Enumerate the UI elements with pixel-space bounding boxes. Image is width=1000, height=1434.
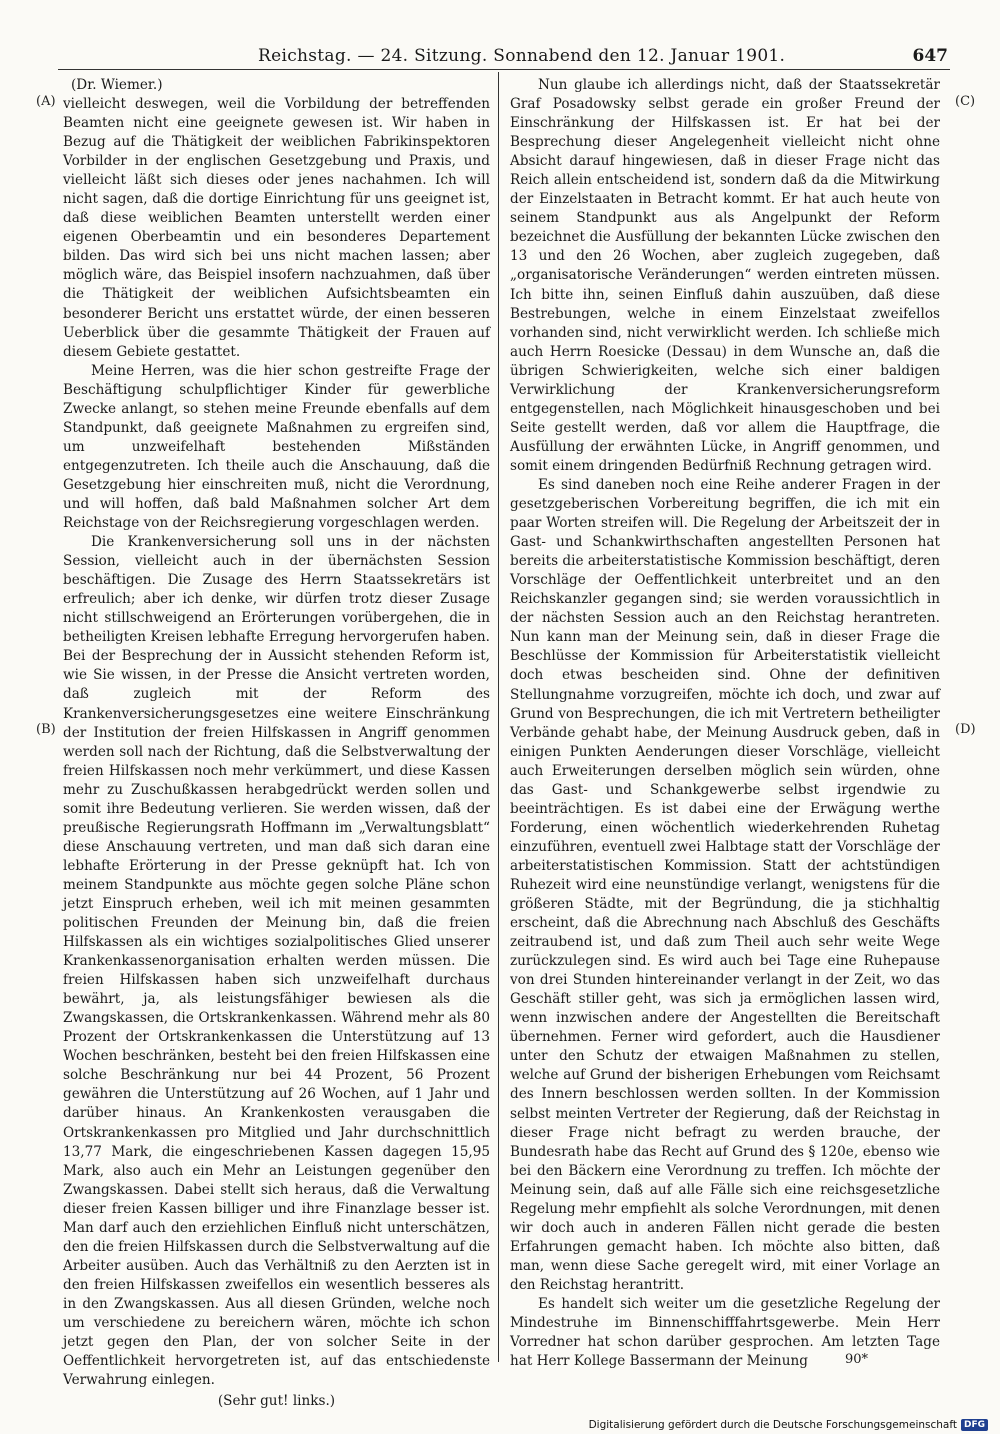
paragraph: Es handelt sich weiter um die gesetzliche Regelung der Mindestruhe im Binnenschifffahrtsgewerbe. Mein Herr Vorredner hat schon darüber gesprochen. Am letzten Tage hat Herr Kollege Bassermann der Meinung: [510, 1296, 940, 1370]
interjection: (Sehr gut! links.): [217, 1393, 336, 1410]
paragraph: Nun glaube ich allerdings nicht, daß der Staatssekretär Graf Posadowsky selbst gerade ein großer Freund der Einschränkung der Hilfskassen ist. Er hat bei der Besprechung dieser Angelegenheit vielleicht nicht ohne Absicht darauf hingewiesen, daß in dieser Frage nicht das Reich allein entscheidend ist, sondern daß da die Mitwirkung der Einzelstaaten in Betracht kommt. Er hat auch heute von seinem Standpunkt aus als Angelpunkt der Reform bezeichnet die Ausfüllung der bekannten Lücke zwischen den 13 und den 26 Wochen, aber zugleich zugegeben, daß „organisatorische Veränderungen“ werden eintreten müssen. Ich bitte ihn, seinen Einfluß dahin auszuüben, daß diese Bestrebungen, welche in einem Einzelstaat zweifellos vorhanden sind, nicht verwirklicht werden. Ich schließe mich auch Herrn Roesicke (Dessau) in dem Wunsche an, daß die übrigen Schwierigkeiten, welche sich einer baldigen Verwirklichung der Krankenversicherungsreform entgegenstellen, nach Möglichkeit hinausgeschoben und bei Seite gestellt werden, daß vor allem die Hauptfrage, die Ausfüllung der erwähnten Lücke, in Angriff genommen, und somit einem dringenden Bedürfniß Rechnung getragen wird.: [510, 77, 940, 474]
speaker-label: (Dr. Wiemer.): [71, 77, 163, 93]
right-column: [510, 76, 940, 1371]
left-column: [63, 76, 490, 1411]
column-divider: [498, 72, 499, 1362]
paragraph: Die Krankenversicherung soll uns in der nächsten Session, vielleicht auch in der übernächsten Session beschäftigen. Die Zusage des Herrn Staatssekretärs ist erfreulich; aber ich denke, wir dürfen trotz dieser Zusage nicht stillschweigend an Erörterungen vorübergehen, die in betheiligten Kreisen lebhafte Erregung hervorgerufen haben. Bei der Besprechung der in Aussicht stehenden Reform ist, wie Sie wissen, in der Presse die Ansicht vertreten worden, daß zugleich mit der Reform des Krankenversicherungsgesetzes eine weitere Einschränkung der Institution der freien Hilfskassen in Angriff genommen werden soll nach der Richtung, daß die Selbstverwaltung der freien Hilfskassen noch mehr verkümmert, und diese Kassen mehr zu Zuschußkassen herabgedrückt werden sollen und somit ihre Bedeutung verlieren. Sie werden wissen, daß der preußische Regierungsrath Hoffmann im „Verwaltungsblatt“ diese Anschauung vertreten, und man daß sich daran eine lebhafte Erörterung in der Presse geknüpft hat. Ich von meinem Standpunkte aus möchte gegen solche Pläne schon jetzt Einspruch erheben, weil ich mit meinen gesammten politischen Freunden der Meinung bin, daß die freien Hilfskassen als ein wichtiges sozialpolitisches Glied unserer Krankenkassenorganisation erhalten werden müssen. Die freien Hilfskassen haben sich unzweifelhaft durchaus bewährt, ja, als leistungsfähiger bewiesen als die Zwangskassen, die Ortskrankenkassen. Während mehr als 80 Prozent der Ortskrankenkassen die Unterstützung auf 13 Wochen beschränken, besteht bei den freien Hilfskassen eine solche Beschränkung nur bei 44 Prozent, 56 Prozent gewähren die Unterstützung auf 26 Wochen, auf 1 Jahr und darüber hinaus. An Krankenkosten verausgaben die Ortskrankenkassen pro Mitglied und Jahr durchschnittlich 13,77 Mark, die eingeschriebenen Kassen dagegen 15,95 Mark, also auch ein Mehr an Leistungen gegenüber den Zwangskassen. Dabei stellt sich heraus, daß die Verwaltung dieser freien Kassen billiger und ihre Finanzlage besser ist. Man darf auch den erziehlichen Einfluß nicht unterschätzen, den die freien Hilfskassen durch die Selbstverwaltung auf die Arbeiter ausüben. Auch das Verhältniß zu den Aerzten ist in den freien Hilfskassen zweifellos ein wesentlich besseres als in den Zwangskassen. Aus all diesen Gründen, welche noch um verschiedene zu bereichern wären, möchte ich schon jetzt gegen den Plan, der von solcher Seite in der Oeffentlichkeit hervorgetreten ist, auf das entschiedenste Verwahrung einlegen.: [63, 534, 490, 1389]
margin-mark-b: (B): [36, 722, 56, 737]
footer: [589, 1419, 988, 1431]
margin-mark-a: (A): [36, 94, 56, 109]
margin-mark-d: (D): [955, 722, 976, 737]
paragraph: vielleicht deswegen, weil die Vorbildung der betreffenden Beamten nicht eine geeignete gewesen ist. Wir haben in Bezug auf die Thätigkeit der weiblichen Fabrikinspektoren Vorbilder in der englischen Gesetzgebung und Praxis, und vielleicht läßt sich dieses oder jenes nachahmen. Ich will nicht sagen, daß die dortige Einrichtung für uns geeignet ist, daß diese weiblichen Beamten unterstellt werden einer eigenen Oberbeamtin und ein besonderes Departement bilden. Das wird sich bei uns nicht machen lassen; aber möglich wäre, das Beispiel insofern nachzuahmen, daß über die Thätigkeit der weiblichen Aufsichtsbeamten ein besonderer Bericht uns erstattet würde, der einen besseren Ueberblick über die gesammte Thätigkeit der Frauen auf diesem Gebiete gestattet.: [63, 96, 490, 360]
margin-mark-c: (C): [955, 94, 976, 109]
signature-mark: 90*: [845, 1352, 869, 1367]
page-number: 647: [912, 46, 948, 66]
paragraph: Meine Herren, was die hier schon gestreifte Frage der Beschäftigung schulpflichtiger Kinder für gewerbliche Zwecke anlangt, so stehen meine Freunde ebenfalls auf dem Standpunkt, daß geeignete Maßnahmen zu ergreifen sind, um unzweifelhaft bestehenden Mißständen entgegenzutreten. Ich theile auch die Anschauung, daß die Gesetzgebung hier einschreiten muß, nicht die Verordnung, und will hoffen, daß bald Maßnahmen solcher Art dem Reichstage von der Reichsregierung vorgeschlagen werden.: [63, 362, 490, 532]
footer-credit: Digitalisierung gefördert durch die Deutsche Forschungsgemeinschaft: [588, 1419, 957, 1431]
running-title: Reichstag. — 24. Sitzung. Sonnabend den 12. Januar 1901.: [258, 46, 786, 66]
dfg-logo-icon: DFG: [961, 1419, 988, 1431]
header-rule: [58, 69, 950, 70]
paragraph: Es sind daneben noch eine Reihe anderer Fragen in der gesetzgeberischen Vorbereitung begriffen, die ich mit ein paar Worten streifen will. Die Regelung der Arbeitszeit der in Gast- und Schankwirthschaften angestellten Personen hat bereits die arbeiterstatistische Kommission beschäftigt, deren Vorschläge der Oeffentlichkeit unterbreitet und an den Reichskanzler gegangen sind; sie werden voraussichtlich in der nächsten Session auch an den Reichstag herantreten. Nun kann man der Meinung sein, daß in dieser Frage die Beschlüsse der Kommission für Arbeiterstatistik vielleicht doch etwas bescheiden sind. Ohne der definitiven Stellungnahme vorzugreifen, möchte ich doch, und zwar auf Grund von Besprechungen, die ich mit Vertretern betheiligter Verbände gehabt habe, der Meinung Ausdruck geben, daß in einigen Punkten Aenderungen dieser Vorschläge, vielleicht auch Erweiterungen derselben möglich sein würden, ohne das Gast- und Schankgewerbe selbst irgendwie zu beeinträchtigen. Es ist dabei eine der Erwägung werthe Forderung, einen wöchentlich wiederkehrenden Ruhetag einzuführen, eventuell zwei Halbtage statt der Vorschläge der arbeiterstatistischen Kommission. Statt der achtstündigen Ruhezeit wird eine neunstündige verlangt, wenigstens für die größeren Städte, mit der Begründung, die ja stichhaltig erscheint, daß die Abrechnung nach Abschluß des Geschäfts zeitraubend ist, und daß zum Theil auch sehr weite Wege zurückzulegen sind. Es wird auch bei Tage eine Ruhepause von drei Stunden hintereinander verlangt in der Zeit, wo das Geschäft stiller geht, was sich ja ermöglichen lassen wird, wenn inzwischen andere der Angestellten die Bereitschaft übernehmen. Ferner wird gefordert, auch die Hausdiener unter den Schutz der etwaigen Maßnahmen zu stellen, welche auf Grund der bisherigen Erhebungen vom Reichsamt des Innern beschlossen werden sollten. In der Kommission selbst meinten Vertreter der Regierung, daß der Reichstag in dieser Frage nicht befragt zu werden brauche, der Bundesrath habe das Recht auf Grund des § 120e, ebenso wie bei den Bäckern eine Verordnung zu treffen. Ich möchte der Meinung sein, daß auf alle Fälle sich eine reichsgesetzliche Regelung mehr empfiehlt als solche Verordnungen, mit denen wir doch auch in anderen Fällen nicht gerade die besten Erfahrungen gemacht haben. Ich möchte also bitten, daß man, wenn diese Sache geregelt wird, mit einer Vorlage an den Reichstag herantritt.: [510, 476, 940, 1293]
